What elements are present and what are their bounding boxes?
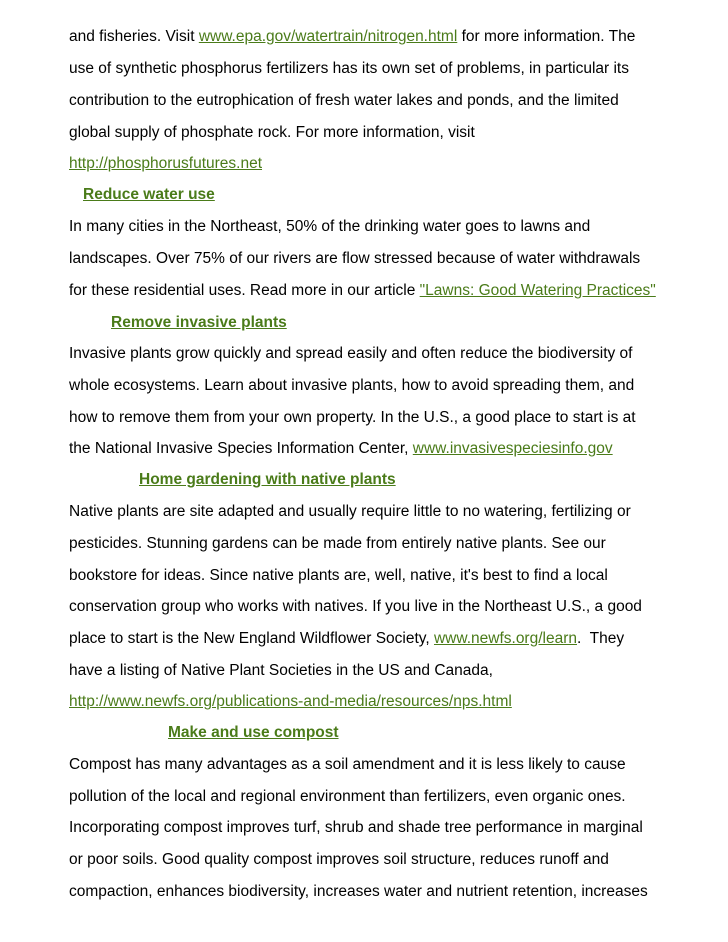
body-text-line [69,154,262,174]
body-text-line: contribution to the eutrophication of fresh water lakes and ponds, and the limited [69,92,619,109]
body-text-line: compaction, enhances biodiversity, increases water and nutrient retention, increases [69,883,648,900]
newfs-nps-link[interactable]: http://www.newfs.org/publications-and-media/resources/nps.html [69,693,512,710]
body-text-line: conservation group who works with natives. If you live in the Northeast U.S., a good [69,598,642,615]
text-segment: . They [577,630,625,647]
heading-text: Home gardening with native plants [139,471,396,488]
body-text-line [69,27,635,47]
body-text-line: pollution of the local and regional environment than fertilizers, even organic ones. [69,788,626,805]
body-text-line [69,629,624,649]
section-heading-remove-invasive-plants [111,313,287,333]
body-text-line [69,439,613,459]
text-segment: for more information. The [457,28,636,45]
newfs-learn-link[interactable]: www.newfs.org/learn [433,630,577,647]
body-text-line: Compost has many advantages as a soil amendment and it is less likely to cause [69,756,626,773]
epa-nitrogen-link[interactable]: www.epa.gov/watertrain/nitrogen.html [198,28,458,45]
body-text-line: have a listing of Native Plant Societies in the US and Canada, [69,662,493,679]
section-heading-home-gardening [139,470,396,490]
body-text-line: whole ecosystems. Learn about invasive plants, how to avoid spreading them, and [69,377,635,394]
phosphorus-futures-link[interactable]: http://phosphorusfutures.net [69,155,263,172]
text-segment: place to start is the New England Wildflower Society, [69,630,434,647]
body-text-line: use of synthetic phosphorus fertilizers has its own set of problems, in particular its [69,60,629,77]
body-text-line: landscapes. Over 75% of our rivers are flow stressed because of water withdrawals [69,250,641,267]
body-text-line: global supply of phosphate rock. For more information, visit [69,124,475,141]
body-text-line: bookstore for ideas. Since native plants are, well, native, it's best to find a local [69,567,608,584]
heading-text: Remove invasive plants [111,314,287,331]
text-segment: the National Invasive Species Information Center, [69,440,413,457]
lawns-watering-article-link[interactable]: "Lawns: Good Watering Practices" [419,282,656,299]
body-text-line: Invasive plants grow quickly and spread easily and often reduce the biodiversity of [69,345,633,362]
body-text-line: Native plants are site adapted and usually require little to no watering, fertilizing or [69,503,631,520]
body-text-line: how to remove them from your own property. In the U.S., a good place to start is at [69,409,636,426]
text-segment: and fisheries. Visit [69,28,199,45]
invasive-species-info-link[interactable]: www.invasivespeciesinfo.gov [412,440,613,457]
body-text-line: Incorporating compost improves turf, shrub and shade tree performance in marginal [69,819,643,836]
section-heading-reduce-water-use [83,185,215,205]
text-segment: for these residential uses. Read more in our article [69,282,420,299]
body-text-line: In many cities in the Northeast, 50% of the drinking water goes to lawns and [69,218,591,235]
body-text-line [69,281,656,301]
section-heading-make-use-compost [168,723,339,743]
body-text-line: pesticides. Stunning gardens can be made from entirely native plants. See our [69,535,606,552]
heading-text: Reduce water use [83,186,215,203]
body-text-line: or poor soils. Good quality compost improves soil structure, reduces runoff and [69,851,609,868]
body-text-line [69,692,512,712]
heading-text: Make and use compost [168,724,339,741]
